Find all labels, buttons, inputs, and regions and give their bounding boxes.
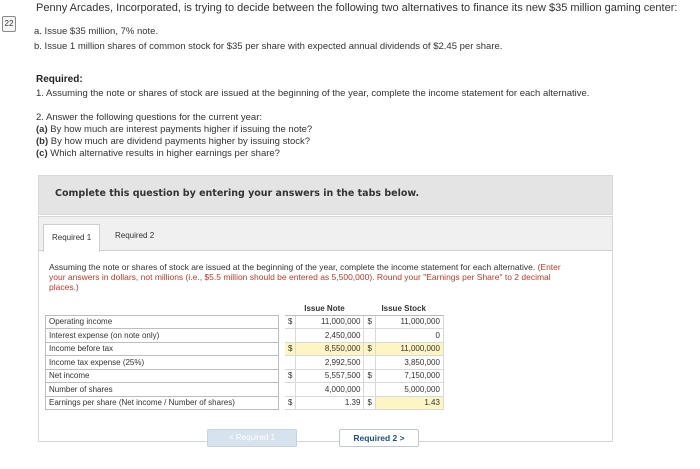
issue-note-input[interactable]: 2,450,000 (296, 329, 364, 343)
instructions-banner (38, 175, 613, 215)
required-item-2b-prefix: (b) (36, 136, 49, 147)
alternative-b: b. Issue 1 million shares of common stock for $35 per share with expected annual dividends of $2.45 per share. (34, 41, 503, 52)
table-row (46, 315, 444, 329)
required-item-2b (36, 136, 310, 147)
currency-symbol: $ (364, 342, 375, 356)
next-required-2-button[interactable]: Required 2 > (339, 429, 419, 447)
tab-instructions (49, 262, 579, 292)
label-column-header (46, 302, 279, 315)
required-item-2c-prefix: (c) (36, 148, 48, 159)
currency-symbol: $ (285, 369, 296, 383)
previous-required-1-button[interactable]: < Required 1 (207, 429, 297, 447)
required-item-2a (36, 124, 312, 135)
answer-tabs-panel (38, 216, 613, 442)
issue-note-input[interactable]: 5,557,500 (296, 369, 364, 383)
currency-symbol: $ (285, 315, 296, 329)
currency-symbol (285, 356, 296, 370)
currency-symbol (285, 383, 296, 397)
table-row (46, 396, 444, 410)
problem-intro: Penny Arcades, Incorporated, is trying to decide between the following two alternatives to finance its new $35 million gaming center: (36, 2, 678, 14)
required-item-2b-text: By how much are dividend payments higher by issuing stock? (48, 136, 311, 147)
instructions-note: (Enter your answers in dollars, not millions (i.e., $5.5 million should be entered as 5,500,000). Round your "Earnings per Share" to 2 decimal places.) (49, 262, 561, 292)
issue-stock-header: Issue Stock (364, 302, 443, 315)
row-label: Income tax expense (25%) (46, 356, 279, 370)
currency-symbol: $ (364, 396, 375, 410)
currency-symbol: $ (364, 369, 375, 383)
issue-stock-input[interactable]: 1.43 (375, 396, 443, 410)
issue-stock-value: 11,000,000 (375, 315, 443, 329)
currency-symbol (364, 383, 375, 397)
table-row (46, 356, 444, 370)
row-label: Earnings per share (Net income / Number of shares) (46, 396, 279, 410)
row-label: Operating income (46, 315, 279, 329)
table-row (46, 342, 444, 356)
table-header-row (46, 302, 444, 315)
issue-note-input[interactable]: 2,992,500 (296, 356, 364, 370)
tab-required-1[interactable]: Required 1 (43, 224, 100, 252)
tab-bar (39, 217, 612, 251)
banner-text: Complete this question by entering your answers in the tabs below. (55, 188, 420, 199)
issue-stock-input[interactable]: 5,000,000 (375, 383, 443, 397)
issue-note-input[interactable]: 8,550,000 (296, 342, 364, 356)
currency-symbol (364, 356, 375, 370)
issue-note-value: 11,000,000 (296, 315, 364, 329)
row-label: Net income (46, 369, 279, 383)
issue-note-input[interactable]: 4,000,000 (296, 383, 364, 397)
required-heading: Required: (36, 74, 83, 85)
required-item-2c (36, 148, 280, 159)
required-item-1: 1. Assuming the note or shares of stock are issued at the beginning of the year, complete the income statement for each alternative. (36, 88, 590, 99)
required-item-2: 2. Answer the following questions for the current year: (36, 112, 263, 123)
instructions-main: Assuming the note or shares of stock are issued at the beginning of the year, complete the income statement for each alternative. (49, 262, 536, 272)
issue-stock-input[interactable]: 7,150,000 (375, 369, 443, 383)
currency-symbol: $ (364, 315, 375, 329)
issue-stock-input[interactable]: 3,850,000 (375, 356, 443, 370)
table-row (46, 329, 444, 343)
row-label: Interest expense (on note only) (46, 329, 279, 343)
table-row (46, 369, 444, 383)
income-statement-table (45, 302, 444, 410)
issue-note-input[interactable]: 1.39 (296, 396, 364, 410)
currency-symbol: $ (285, 396, 296, 410)
question-number-badge: 22 (2, 16, 16, 32)
tab-required-2[interactable]: Required 2 (115, 231, 155, 240)
issue-note-header: Issue Note (285, 302, 364, 315)
currency-symbol (364, 329, 375, 343)
row-label: Number of shares (46, 383, 279, 397)
required-item-2c-text: Which alternative results in higher earnings per share? (47, 148, 280, 159)
table-row (46, 383, 444, 397)
row-label: Income before tax (46, 342, 279, 356)
issue-stock-input[interactable]: 11,000,000 (375, 342, 443, 356)
currency-symbol: $ (285, 342, 296, 356)
required-item-2a-prefix: (a) (36, 124, 48, 135)
issue-stock-input[interactable]: 0 (375, 329, 443, 343)
currency-symbol (285, 329, 296, 343)
alternative-a: a. Issue $35 million, 7% note. (34, 26, 159, 37)
required-item-2a-text: By how much are interest payments higher if issuing the note? (47, 124, 313, 135)
